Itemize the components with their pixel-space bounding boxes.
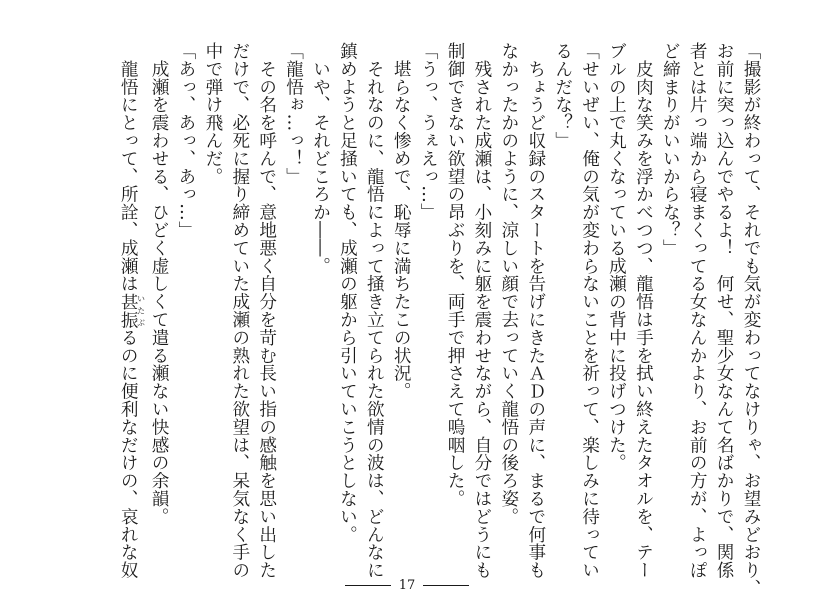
text-line: 中で弾け飛んだ。 bbox=[202, 42, 223, 186]
text-line: 皮肉な笑みを浮かべつつ、龍悟は手を拭い終えたタオルを、テー bbox=[633, 42, 654, 579]
ruby-annotation bbox=[118, 292, 146, 329]
text-line: 「うっ、うぇえっ…」 bbox=[418, 42, 439, 221]
text-line: 堪らなく惨めで、恥辱に満ちたこの状況。 bbox=[391, 42, 412, 400]
text-line: なかったかのように、涼しい顔で去っていく龍悟の後ろ姿。 bbox=[498, 42, 519, 526]
text-line: その名を呼んで、意地悪く自分を苛む長い指の感触を思い出した bbox=[256, 42, 277, 579]
text-line: ちょうど収録のスタートを告げにきたＡＤの声に、まるで何事も bbox=[525, 42, 546, 579]
text-line: だけで、必死に握り締めていた成瀬の熟れた欲望は、呆気なく手の bbox=[229, 42, 250, 579]
text-line-with-ruby bbox=[114, 42, 145, 582]
page-number: 17 bbox=[398, 578, 416, 593]
page-footer bbox=[0, 578, 814, 593]
text-line: 「龍悟ぉ…っ！」 bbox=[283, 42, 304, 186]
text-line: ブルの上で丸くなっている成瀬の背中に投げつけた。 bbox=[606, 42, 627, 472]
ruby-reading: いたぶ bbox=[136, 292, 146, 329]
text-line: るんだな？」 bbox=[552, 42, 573, 150]
text-line: 者とは片っ端から寝まくってる女なんかより、お前の方が、よっぽ bbox=[687, 42, 708, 579]
text-line: 「せいぜい、俺の気が変わらないことを祈って、楽しみに待ってい bbox=[579, 42, 600, 579]
ruby-base: 甚振 bbox=[118, 292, 139, 329]
text-segment: 龍悟にとって、所詮、成瀬は bbox=[118, 42, 139, 293]
text-line: 「あっ、あっ、あっ…」 bbox=[175, 42, 196, 239]
text-segment: るのに便利なだけの、哀れな奴 bbox=[118, 328, 139, 580]
text-line: 成瀬を震わせる、ひどく虚しくて遣る瀬ない快感の余韻。 bbox=[149, 42, 170, 526]
text-line: いや、それどころか――。 bbox=[310, 42, 331, 275]
footer-rule-left bbox=[345, 585, 391, 586]
text-line: 「撮影が終わって、それでも気が変わってなけりゃ、お望みどおり、 bbox=[741, 42, 761, 597]
text-line: お前に突っ込んでやるよ！ 何せ、聖少女なんて名ばかりで、関係 bbox=[714, 42, 735, 579]
text-line: 制御できない欲望の昂ぶりを、両手で押さえて嗚咽した。 bbox=[445, 42, 466, 508]
text-line: ど締まりがいいからな？」 bbox=[660, 42, 681, 257]
text-line: 鎮めようと足掻いても、成瀬の躯から引いていこうとしない。 bbox=[337, 42, 358, 544]
text-line: 残された成瀬は、小刻みに躯を震わせながら、自分ではどうにも bbox=[471, 42, 492, 579]
footer-rule-right bbox=[423, 585, 469, 586]
text-line: それなのに、龍悟によって掻き立てられた欲情の波は、どんなに bbox=[364, 42, 385, 579]
